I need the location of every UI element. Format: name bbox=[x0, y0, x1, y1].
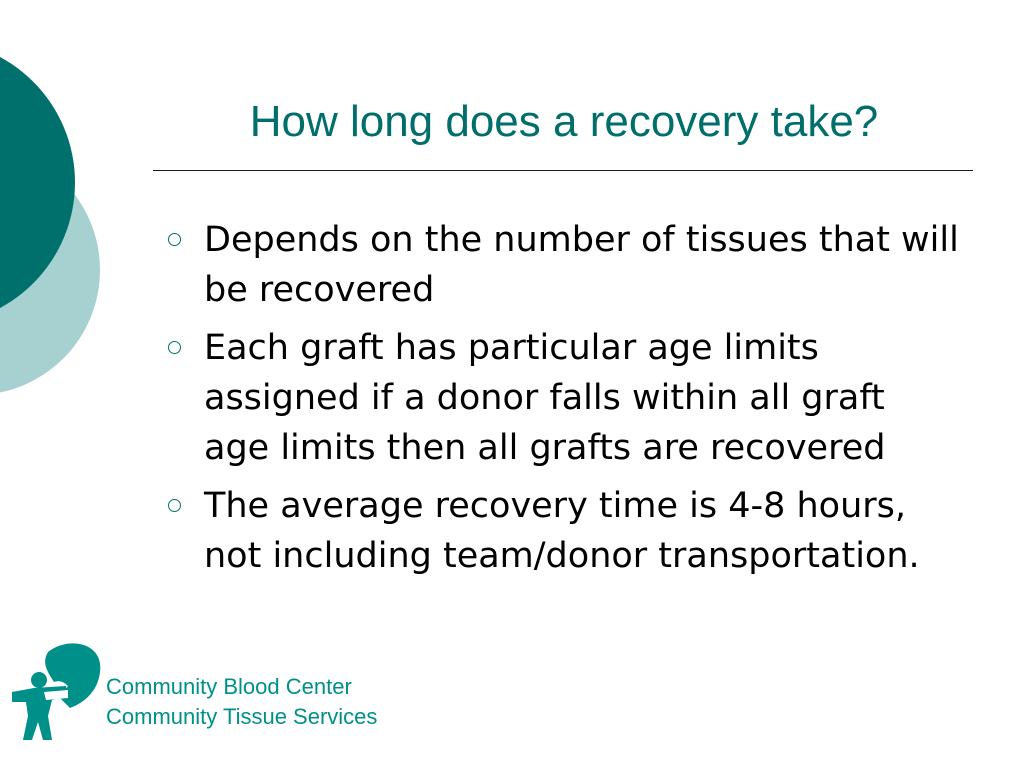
community-blood-center-logo-icon bbox=[8, 640, 104, 746]
organization-name bbox=[106, 672, 377, 732]
title-divider bbox=[153, 170, 973, 171]
hollow-circle-icon bbox=[168, 341, 181, 354]
bullet-text: The average recovery time is 4-8 hours, not including team/donor transportation. bbox=[204, 486, 920, 576]
hollow-circle-icon bbox=[168, 499, 181, 512]
bullet-text: Each graft has particular age limits assigned if a donor falls within all graft age limits then all grafts are recovered bbox=[204, 328, 886, 468]
bullet-item bbox=[160, 481, 960, 581]
hollow-circle-icon bbox=[168, 233, 181, 246]
bullet-list bbox=[160, 215, 960, 589]
slide-title: How long does a recovery take? bbox=[249, 97, 879, 146]
bullet-item bbox=[160, 215, 960, 315]
org-line-tissue-services: Community Tissue Services bbox=[106, 704, 378, 729]
bullet-item bbox=[160, 323, 960, 473]
bullet-text: Depends on the number of tissues that will be recovered bbox=[204, 220, 959, 310]
org-line-blood-center: Community Blood Center bbox=[106, 674, 352, 699]
